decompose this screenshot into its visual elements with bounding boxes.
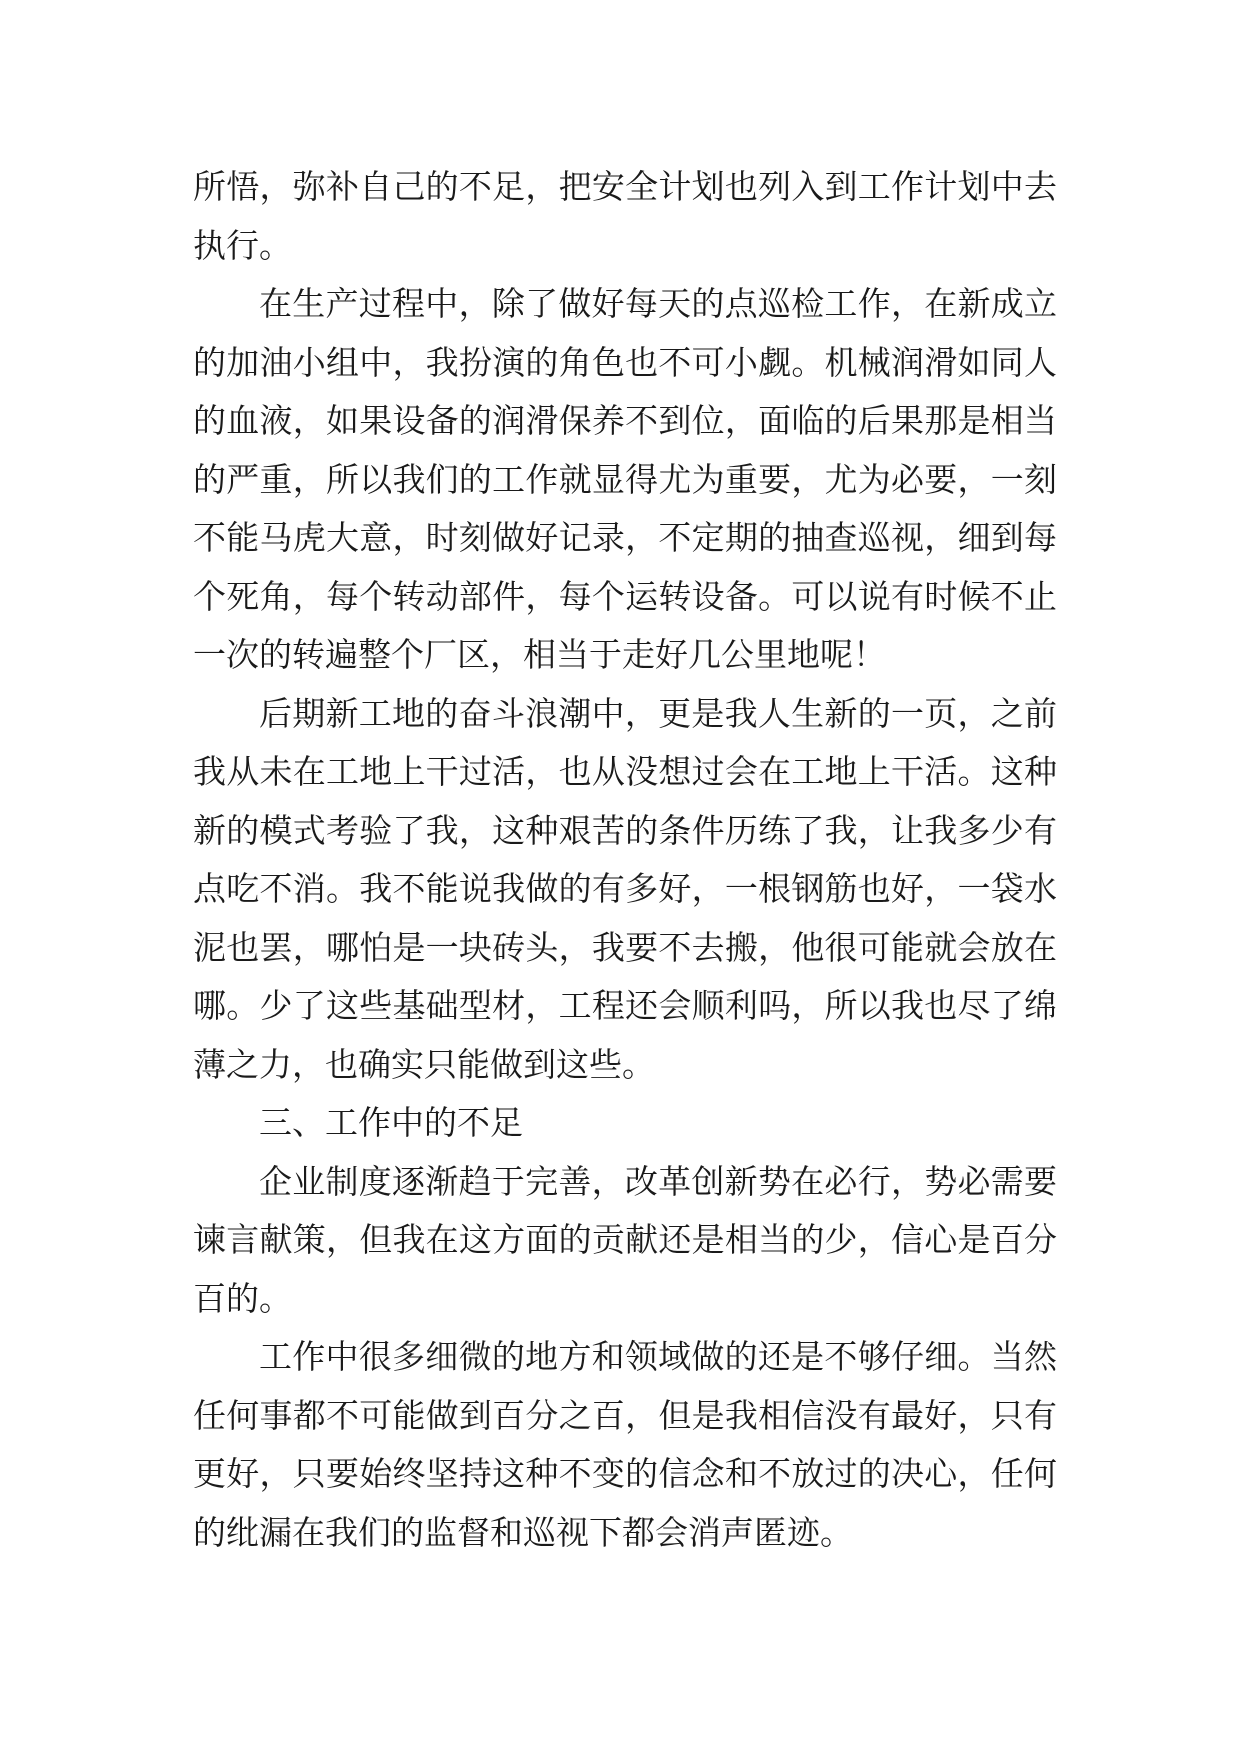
paragraph-suggestions: 企业制度逐渐趋于完善，改革创新势在必行，势必需要谏言献策，但我在这方面的贡献还是相当的少，信心是百分百的。 (193, 1161, 1057, 1318)
section-heading-shortcomings: 三、工作中的不足 (259, 1103, 523, 1142)
document-body (193, 158, 1057, 1562)
paragraph-continuation: 所悟，弥补自己的不足，把安全计划也列入到工作计划中去执行。 (193, 167, 1057, 265)
paragraph-oiling-group: 在生产过程中，除了做好每天的点巡检工作，在新成立的加油小组中，我扮演的角色也不可小觑。机械润滑如同人的血液，如果设备的润滑保养不到位，面临的后果那是相当的严重，所以我们的工作就显得尤为重要，尤为必要，一刻不能马虎大意，时刻做好记录，不定期的抽查巡视，细到每个死角，每个转动部件，每个运转设备。可以说有时候不止一次的转遍整个厂区，相当于走好几公里地呢！ (193, 284, 1057, 674)
paragraph-details: 工作中很多细微的地方和领域做的还是不够仔细。当然任何事都不可能做到百分之百，但是我相信没有最好，只有更好，只要始终坚持这种不变的信念和不放过的决心，任何的纰漏在我们的监督和巡视下都会消声匿迹。 (193, 1337, 1057, 1552)
paragraph-new-worksite: 后期新工地的奋斗浪潮中，更是我人生新的一页，之前我从未在工地上干过活，也从没想过会在工地上干活。这种新的模式考验了我，这种艰苦的条件历练了我，让我多少有点吃不消。我不能说我做的有多好，一根钢筋也好，一袋水泥也罢，哪怕是一块砖头，我要不去搬，他很可能就会放在哪。少了这些基础型材，工程还会顺利吗，所以我也尽了绵薄之力，也确实只能做到这些。 (193, 693, 1057, 1084)
